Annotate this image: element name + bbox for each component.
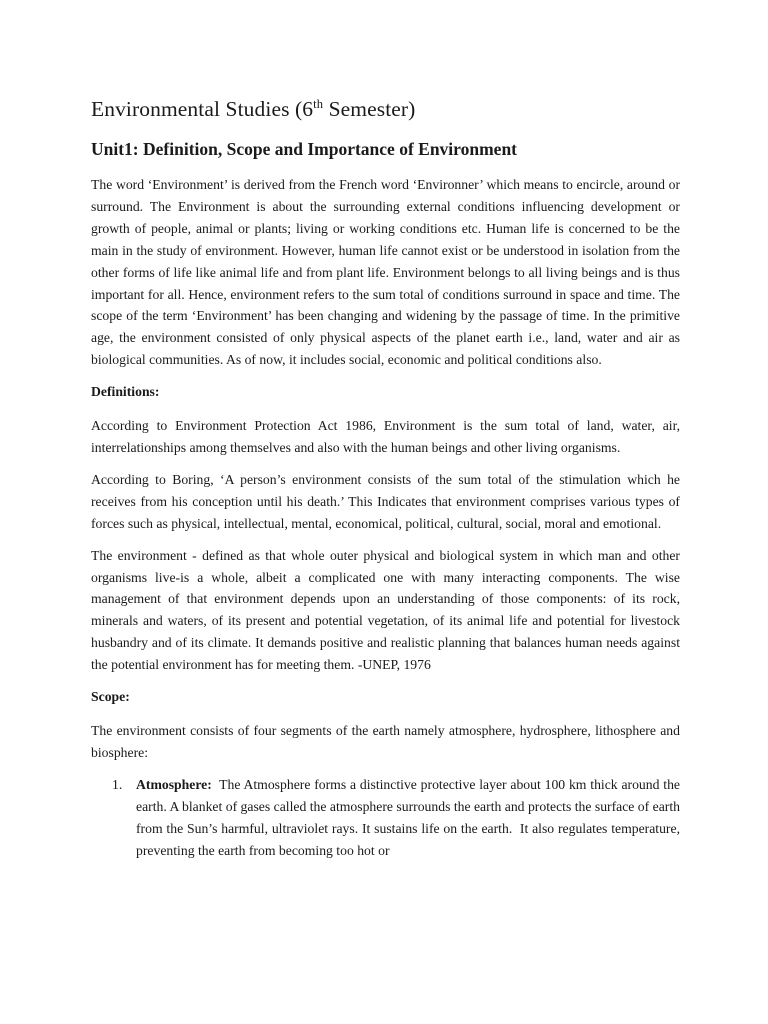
definition-paragraph-3: The environment - defined as that whole outer physical and biological system in which man and other organisms live-is a whole, albeit a complicated one with many interacting components. The wise management of that environment depends upon an understanding of those components: of its rock, minerals and waters, of its present and potential vegetation, of its animal life and potential for livestock husbandry and of its climate. It demands positive and realistic planning that balances human needs against the potential environment has for meeting them. -UNEP, 1976	[91, 547, 680, 673]
scope-list	[91, 774, 684, 863]
title-main-text: Environmental Studies (6	[91, 97, 314, 121]
list-item-term: Atmosphere:	[136, 776, 212, 792]
scope-paragraph: The environment consists of four segments of the earth namely atmosphere, hydrosphere, lithosphere and biosphere:	[91, 722, 680, 760]
document-title	[91, 94, 680, 124]
unit-heading: Unit1: Definition, Scope and Importance of Environment	[91, 139, 518, 159]
definitions-heading: Definitions:	[91, 384, 160, 400]
title-superscript: th	[313, 96, 324, 111]
intro-paragraph: The word ‘Environment’ is derived from the French word ‘Environner’ which means to encircle, around or surround. The Environment is about the surrounding external conditions influencing development or growth of people, animal or plants; living or working conditions etc. Human life is concerned to be the main in the study of environment. However, human life cannot exist or be understood in isolation from the other forms of life like animal life and from plant life. Environment belongs to all living beings and is thus important for all. Hence, environment refers to the sum total of conditions surround in space and time. The scope of the term ‘Environment’ has been changing and widening by the passage of time. In the primitive age, the environment consisted of only physical aspects of the planet earth i.e., land, water and air as biological communities. As of now, it includes social, economic and political conditions also.	[91, 177, 680, 368]
title-end-text: Semester)	[323, 97, 416, 121]
definition-paragraph-1: According to Environment Protection Act 1986, Environment is the sum total of land, water, air, interrelationships among themselves and also with the human beings and other living organisms.	[91, 418, 680, 455]
list-item-text: The Atmosphere forms a distinctive protective layer about 100 km thick around the earth. A blanket of gases called the atmosphere surrounds the earth and protects the surface of earth from the Sun’s harmful, ultraviolet rays. It sustains life on the earth. It also regulates temperature, preventing the earth from becoming too hot or	[136, 776, 684, 859]
scope-heading: Scope:	[91, 689, 130, 705]
definition-paragraph-2: According to Boring, ‘A person’s environment consists of the sum total of the stimulation which he receives from his conception until his death.’ This Indicates that environment comprises various types of forces such as physical, intellectual, mental, economical, political, cultural, social, moral and emotional.	[91, 471, 680, 531]
list-item-number: 1.	[112, 776, 123, 792]
scope-list-item	[91, 774, 684, 863]
